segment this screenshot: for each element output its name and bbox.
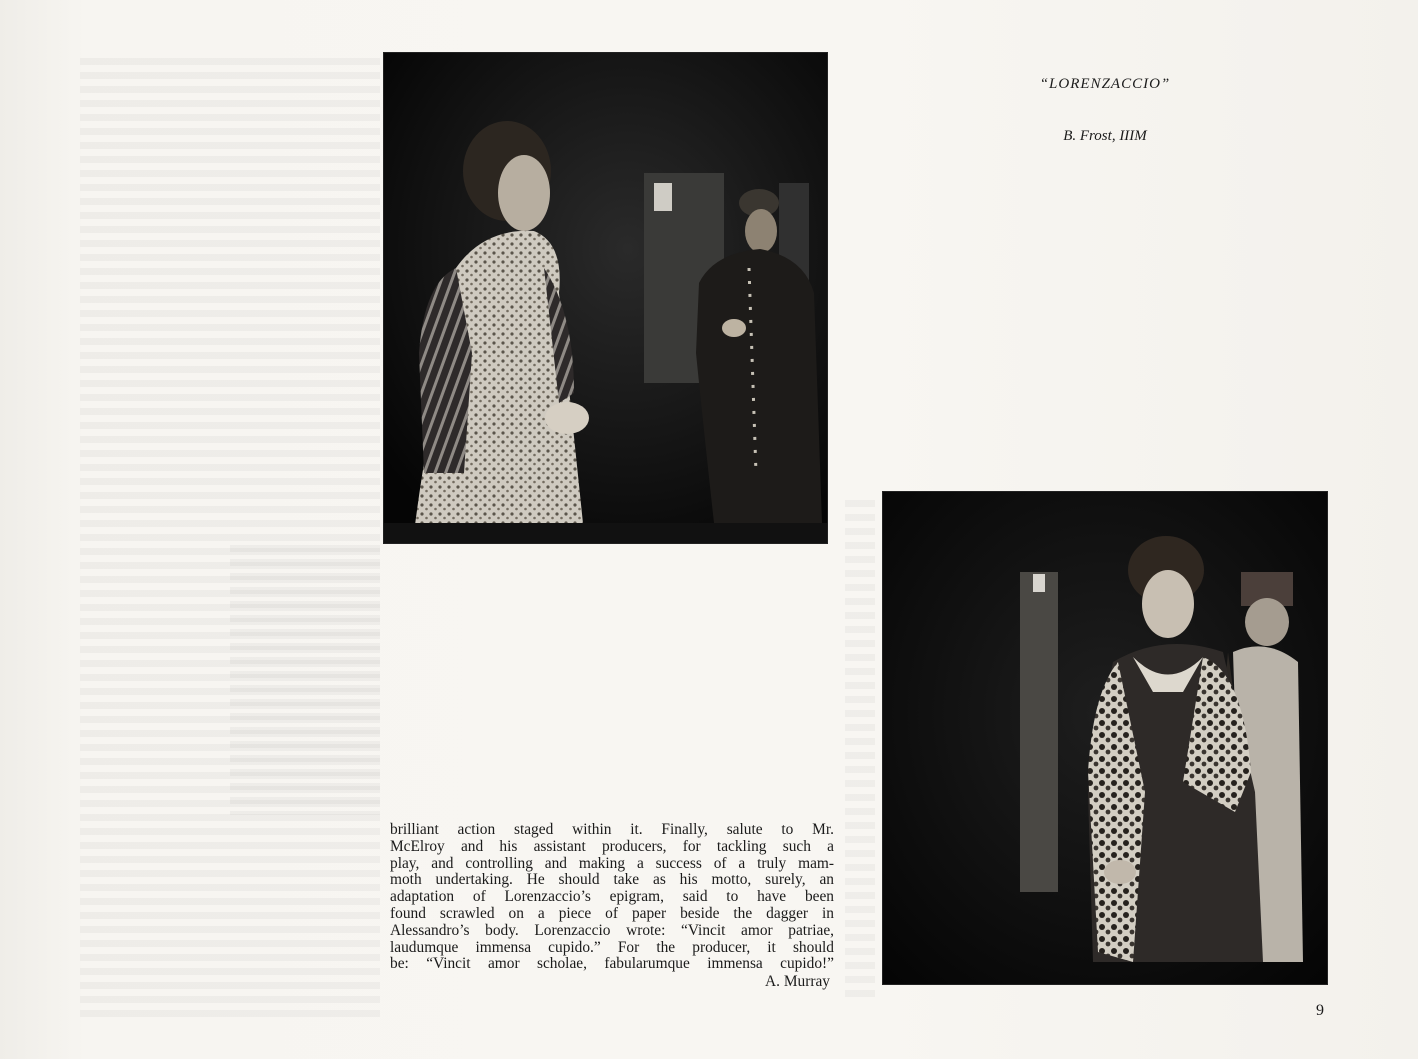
article-line: play, and controlling and making a success of a truly mam- bbox=[390, 854, 834, 872]
article-author: A. Murray bbox=[765, 973, 830, 990]
bleed-through-right bbox=[845, 500, 875, 1000]
article-line: moth undertaking. He should take as his motto, surely, an bbox=[390, 871, 834, 889]
article-line: laudumque immensa cupido.” For the producer, it should bbox=[390, 938, 834, 956]
article-body bbox=[390, 822, 834, 973]
article-title: “LORENZACCIO” bbox=[1039, 76, 1171, 92]
article-line: adaptation of Lorenzaccio’s epigram, said to have been bbox=[390, 888, 834, 906]
article-line: brilliant action staged within it. Finally, salute to Mr. bbox=[390, 821, 834, 838]
article-line: be: “Vincit amor scholae, fabularumque immensa cupido!” bbox=[390, 955, 834, 973]
bleed-through-left bbox=[80, 58, 380, 1018]
page-number: 9 bbox=[1316, 1002, 1324, 1019]
article-line: found scrawled on a piece of paper beside the dagger in bbox=[390, 904, 834, 922]
photo-credit: B. Frost, IIIM bbox=[1063, 128, 1147, 144]
stage-photo-actress-image bbox=[883, 492, 1327, 984]
article-line: Alessandro’s body. Lorenzaccio wrote: “Vincit amor patriae, bbox=[390, 921, 834, 939]
stage-photo-two-actors-image bbox=[384, 53, 827, 543]
bleed-through-lower bbox=[230, 545, 380, 815]
stage-photo-actress bbox=[883, 492, 1327, 984]
stage-photo-two-actors bbox=[384, 53, 827, 543]
article-line: McElroy and his assistant producers, for tackling such a bbox=[390, 837, 834, 855]
